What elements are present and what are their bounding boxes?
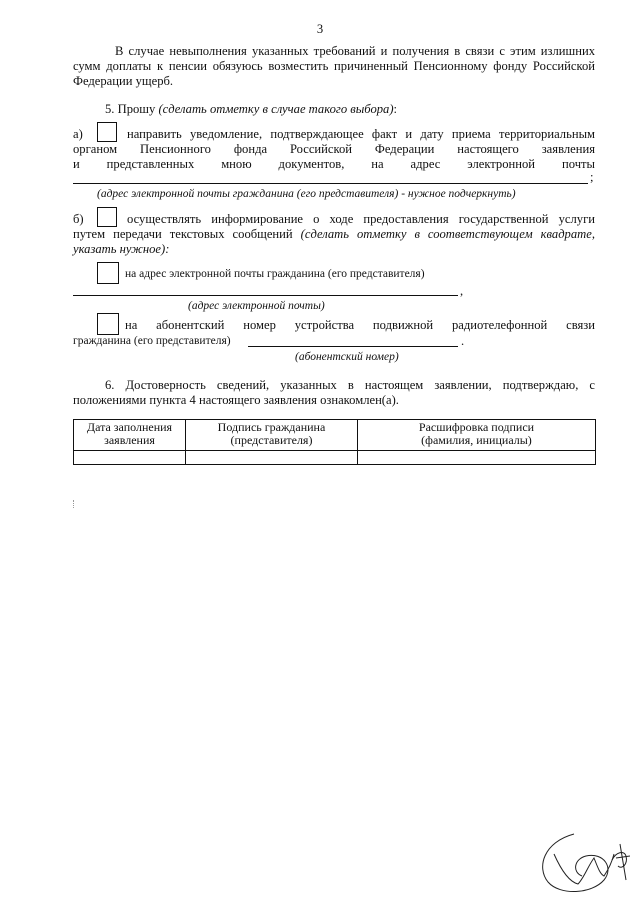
phone-sub-checkbox[interactable]: [97, 313, 119, 335]
header-decoding: [358, 420, 596, 451]
section-5-heading: [105, 102, 397, 117]
email-sub-label: на адрес электронной почты гражданина (его представителя): [125, 268, 425, 280]
signature-table-header-row: [74, 420, 596, 451]
margin-mark: [73, 500, 74, 508]
section-6-line-2: положениями пункта 4 настоящего заявления ознакомлен(а).: [73, 393, 399, 407]
header-signature: [186, 420, 358, 451]
option-a-email-caption: (адрес электронной почты гражданина (его представителя) - нужное подчеркнуть): [97, 188, 516, 200]
phone-sub-caption: (абонентский номер): [295, 351, 399, 363]
option-a-email-field[interactable]: [73, 183, 588, 184]
liability-line-1: В случае невыполнения указанных требований и получения в связи с этим излишних: [115, 44, 595, 58]
email-sub-comma: ,: [460, 284, 464, 298]
handwritten-signature-icon: [534, 822, 630, 896]
option-a-line-3: и представленных мною документов, на адрес электронной почты: [73, 157, 595, 171]
option-b-line-2-text: путем передачи текстовых сообщений: [73, 227, 301, 241]
option-a-line-2: органом Пенсионного фонда Российской Федерации настоящего заявления: [73, 142, 595, 156]
phone-sub-period: .: [461, 334, 465, 348]
section-5-hint: (сделать отметку в случае такого выбора): [158, 102, 394, 116]
email-sub-caption: (адрес электронной почты): [188, 300, 325, 312]
section-5-colon: :: [393, 102, 398, 116]
option-a-letter: а): [73, 127, 83, 141]
option-b-letter: б): [73, 212, 84, 226]
liability-line-3: Федерации ущерб.: [73, 74, 174, 88]
option-a-semicolon: ;: [590, 170, 594, 184]
table-row: [74, 451, 596, 465]
header-date-line-1: Дата заполнения: [86, 420, 173, 434]
cell-date[interactable]: [74, 451, 186, 465]
cell-decoding[interactable]: [358, 451, 596, 465]
header-signature-line-2: (представителя): [230, 433, 313, 447]
header-decoding-line-1: Расшифровка подписи: [418, 420, 535, 434]
page-number: 3: [316, 22, 324, 36]
liability-line-2: сумм доплаты к пенсии обязуюсь возместить причиненный Пенсионному фонду Российской: [73, 59, 595, 73]
phone-sub-line-2: гражданина (его представителя): [73, 335, 231, 347]
header-date: [74, 420, 186, 451]
email-sub-checkbox[interactable]: [97, 262, 119, 284]
header-date-line-2: заявления: [104, 433, 155, 447]
option-b-line-2: [73, 227, 595, 242]
option-b-line-2-hint: (сделать отметку в соответствующем квадрате,: [300, 227, 595, 241]
header-decoding-line-2: (фамилия, инициалы): [421, 433, 532, 447]
cell-signature[interactable]: [186, 451, 358, 465]
phone-sub-line-1: на абонентский номер устройства подвижной радиотелефонной связи: [125, 318, 595, 332]
option-a-line-1: направить уведомление, подтверждающее факт и дату приема территориальным: [127, 127, 595, 141]
header-signature-line-1: Подпись гражданина: [217, 420, 326, 434]
option-b-line-1: осуществлять информирование о ходе предоставления государственной услуги: [127, 212, 595, 226]
phone-sub-field[interactable]: [248, 346, 458, 347]
option-b-checkbox[interactable]: [97, 207, 117, 227]
option-a-checkbox[interactable]: [97, 122, 117, 142]
signature-table: [73, 419, 596, 465]
section-6-line-1: 6. Достоверность сведений, указанных в настоящем заявлении, подтверждаю, с: [105, 378, 595, 392]
email-sub-field[interactable]: [73, 295, 458, 296]
section-5-number: 5. Прошу: [105, 102, 159, 116]
option-b-line-3: указать нужное):: [73, 242, 170, 256]
